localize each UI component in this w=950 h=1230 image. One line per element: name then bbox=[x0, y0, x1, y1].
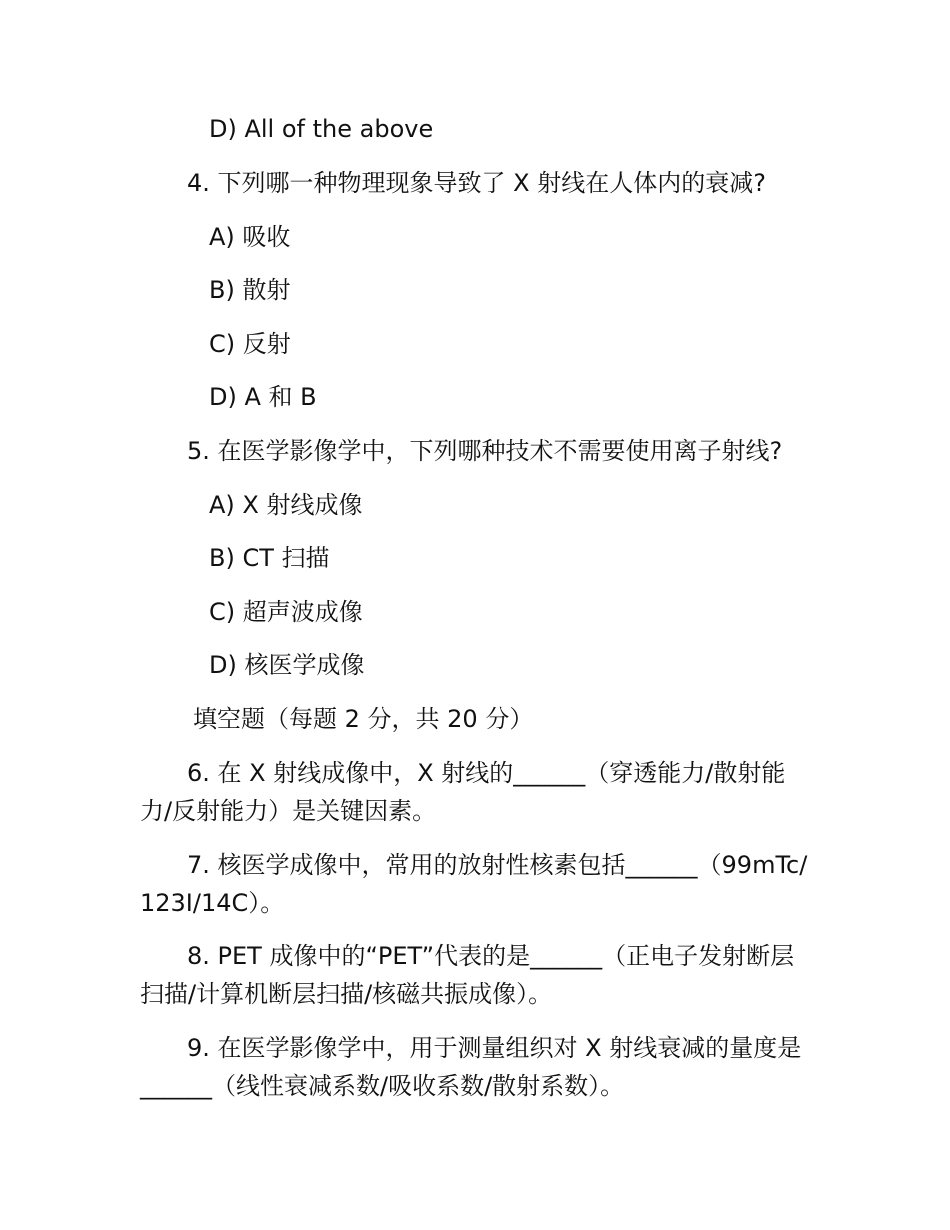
option-5d: D) 核医学成像 bbox=[209, 651, 365, 679]
question-4: 4. 下列哪一种物理现象导致了 X 射线在人体内的衰减? bbox=[187, 169, 766, 197]
question-8: 8. PET 成像中的“PET”代表的是______（正电子发射断层扫描/计算机断层扫描/核磁共振成像）。 bbox=[140, 942, 795, 1008]
option-3d: D) All of the above bbox=[209, 115, 434, 143]
question-9: 9. 在医学影像学中，用于测量组织对 X 射线衰减的量度是______（线性衰减系数/吸收系数/散射系数）。 bbox=[140, 1034, 802, 1100]
option-5a: A) X 射线成像 bbox=[209, 491, 363, 519]
option-4b: B) 散射 bbox=[209, 276, 291, 304]
option-5c: C) 超声波成像 bbox=[209, 598, 363, 626]
option-4d: D) A 和 B bbox=[209, 383, 317, 411]
option-4a: A) 吸收 bbox=[209, 223, 291, 251]
question-5: 5. 在医学影像学中，下列哪种技术不需要使用离子射线? bbox=[187, 437, 783, 465]
option-4c: C) 反射 bbox=[209, 330, 291, 358]
question-6: 6. 在 X 射线成像中，X 射线的______（穿透能力/散射能力/反射能力）是关键因素。 bbox=[140, 759, 786, 825]
question-7: 7. 核医学成像中，常用的放射性核素包括______（99mTc/123I/14C）。 bbox=[140, 851, 808, 917]
section-heading-fill-in: 填空题（每题 2 分，共 20 分） bbox=[193, 705, 534, 733]
option-5b: B) CT 扫描 bbox=[209, 544, 330, 572]
